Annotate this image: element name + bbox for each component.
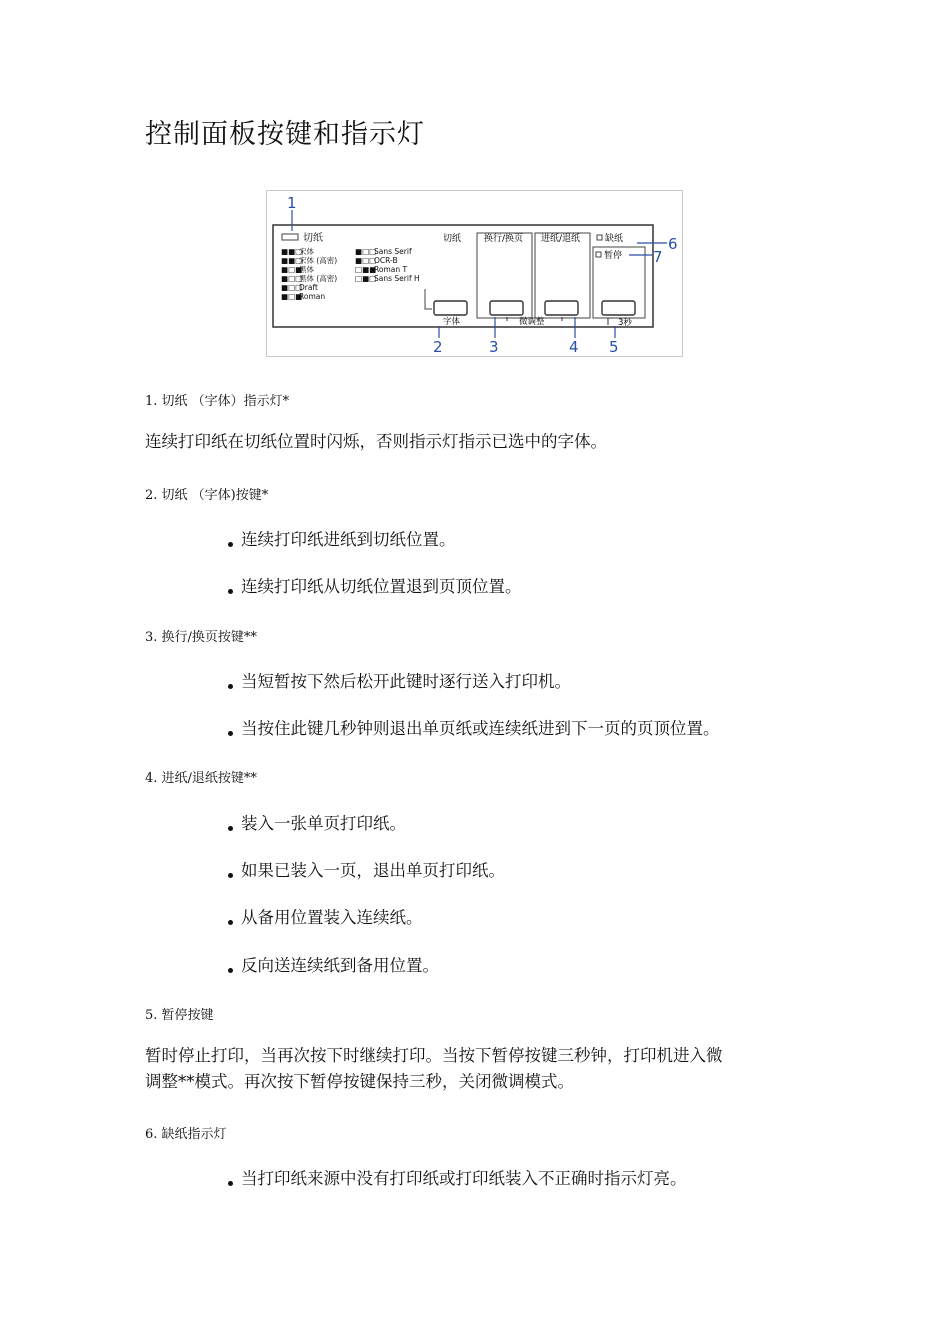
bullet-dot (228, 684, 233, 689)
item-5-heading: 5. 暂停按键 (145, 1008, 214, 1023)
font-right-1-label: Sans Serif (374, 247, 412, 256)
font-left-6: ■□■ (281, 292, 303, 301)
item-2-bullet-2: 连续打印纸从切纸位置退到页顶位置。 (228, 573, 522, 597)
panel-top-left-label: 切纸 (303, 233, 323, 244)
bullet-dot (228, 968, 233, 973)
item-5-paragraph-line-2: 调整**模式。再次按下暂停按键保持三秒，关闭微调模式。 (145, 1072, 574, 1091)
item-1-paragraph: 连续打印纸在切纸位置时闪烁，否则指示灯指示已选中的字体。 (145, 432, 607, 451)
item-3-bullet-1: 当短暂按下然后松开此键时逐行送入打印机。 (228, 668, 571, 692)
item-5-paragraph-line-1: 暂时停止打印，当再次按下时继续打印。当按下暂停按键三秒钟，打印机进入微 (145, 1046, 723, 1065)
font-right-1: ■□□ (355, 247, 377, 256)
font-right-3-label: Roman T (374, 265, 408, 274)
font-left-5-label: Draft (299, 283, 318, 292)
button-loadeject (545, 301, 578, 315)
font-left-1-label: 宋体 (299, 247, 314, 256)
font-left-4: ■□□ (281, 274, 303, 283)
three-sec-bracket (608, 318, 614, 325)
font-right-4-label: Sans Serif H (374, 274, 420, 283)
item-3-bullet-2: 当按住此键几秒钟则退出单页纸或连续纸进到下一页的页顶位置。 (228, 715, 720, 739)
control-panel-diagram (267, 191, 684, 358)
item-4-bullet-3: 从备用位置装入连续纸。 (228, 904, 423, 928)
button-pause (602, 301, 635, 315)
control-panel-figure (266, 190, 683, 357)
callout-1: 1 (287, 194, 297, 212)
label-microadjust: 微调整 (519, 317, 545, 327)
item-3-heading: 3. 换行/换页按键** (145, 630, 257, 645)
callout-3: 3 (489, 338, 499, 356)
font-left-6-label: Roman (299, 292, 326, 301)
bullet-dot (228, 1181, 233, 1186)
callout-6: 6 (668, 235, 678, 253)
header-loadeject: 进纸/退纸 (541, 234, 581, 244)
item-4-heading: 4. 进纸/退纸按键** (145, 771, 257, 786)
bullet-dot (228, 589, 233, 594)
bullet-dot (228, 920, 233, 925)
callout-2: 2 (433, 338, 443, 356)
header-paperout: 缺纸 (605, 234, 624, 244)
paperout-led-icon (597, 235, 602, 240)
item-4-bullet-2: 如果已装入一页，退出单页打印纸。 (228, 857, 505, 881)
bullet-dot (228, 731, 233, 736)
item-1-heading: 1. 切纸 （字体）指示灯* (145, 394, 290, 409)
header-linefeed: 换行/换页 (484, 234, 524, 244)
font-right-2: ■□□ (355, 256, 377, 265)
header-cut: 切纸 (443, 234, 462, 244)
font-left-4-label: 黑体 (高密) (299, 274, 338, 283)
page-title: 控制面板按键和指示灯 (145, 119, 425, 150)
callout-7: 7 (653, 248, 663, 266)
font-left-3: ■□■ (281, 265, 303, 274)
item-6-bullet-1: 当打印纸来源中没有打印纸或打印纸装入不正确时指示灯亮。 (228, 1165, 687, 1189)
bullet-dot (228, 873, 233, 878)
font-right-3: □■■ (355, 265, 377, 274)
item-4-bullet-1: 装入一张单页打印纸。 (228, 810, 406, 834)
font-left-5: ■□□ (281, 283, 303, 292)
item-2-heading: 2. 切纸 （字体)按键* (145, 488, 269, 503)
pause-label: 暂停 (604, 251, 623, 261)
callout-5: 5 (609, 338, 619, 356)
item-2-bullet-1: 连续打印纸进纸到切纸位置。 (228, 526, 456, 550)
cut-led-icon (282, 234, 298, 240)
font-list-right (355, 247, 420, 283)
item-6-heading: 6. 缺纸指示灯 (145, 1127, 227, 1142)
button-cut (434, 301, 467, 315)
font-left-2: ■■□ (281, 256, 303, 265)
label-3sec: 3秒 (618, 318, 632, 328)
callout-4: 4 (569, 338, 579, 356)
item-4-bullet-4: 反向送连续纸到备用位置。 (228, 952, 439, 976)
font-left-3-label: 黑体 (299, 265, 314, 274)
font-bracket (425, 289, 432, 309)
font-right-4: □■□ (355, 274, 377, 283)
pause-led-icon (596, 252, 601, 257)
font-right-2-label: OCR-B (374, 256, 398, 265)
label-font: 字体 (443, 317, 461, 327)
font-left-2-label: 宋体 (高密) (299, 256, 338, 265)
font-left-1: ■■□ (281, 247, 303, 256)
font-list-left (281, 246, 337, 301)
bullet-dot (228, 542, 233, 547)
bullet-dot (228, 826, 233, 831)
button-linefeed (490, 301, 523, 315)
